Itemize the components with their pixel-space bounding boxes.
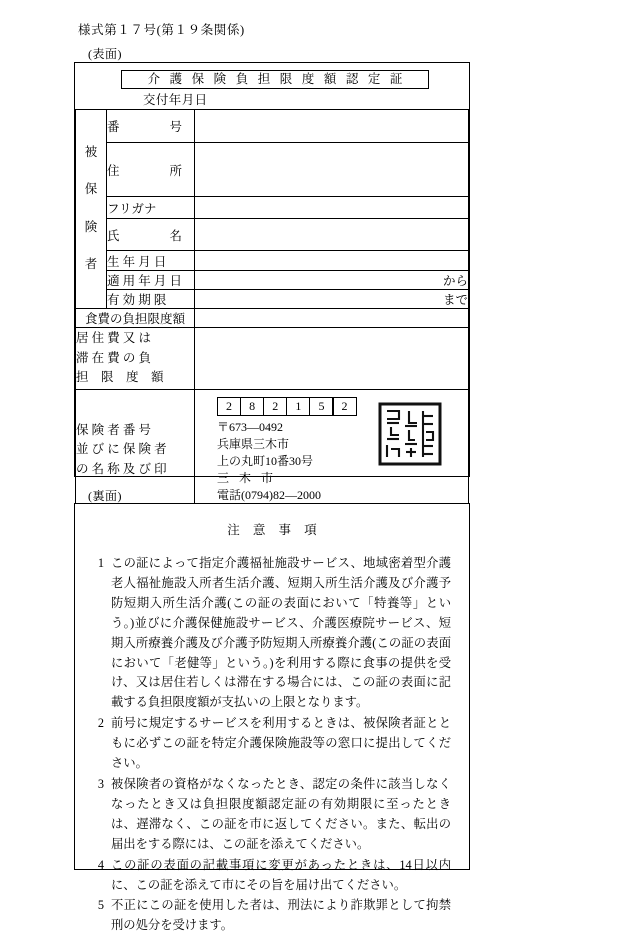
- certificate-title: 介 護 保 険 負 担 限 度 額 認 定 証: [121, 70, 429, 89]
- notes-list: [91, 554, 451, 936]
- insured-vertical-label: [76, 110, 107, 309]
- label-text: 住 所: [107, 163, 183, 178]
- row-label-furigana: [107, 197, 195, 219]
- postal-code: 〒673—0492: [217, 420, 284, 434]
- row-label-number: [107, 110, 195, 143]
- row-label-residence-limit: [76, 328, 195, 390]
- table-row: [76, 219, 469, 251]
- note-text: この証の表面の記載事項に変更があったときは、14日以内に、この証を添えて市にその旨を届け出てください。: [111, 857, 451, 892]
- insurer-label-line-3: の 名 称 及 び 印: [76, 461, 167, 476]
- table-row: [76, 110, 469, 143]
- row-label-name: [107, 219, 195, 251]
- note-text: 不正にこの証を使用した者は、刑法により詐欺罪として拘禁刑の処分を受けます。: [111, 898, 451, 933]
- row-value-expiry[interactable]: まで: [195, 290, 469, 309]
- label-text: フリガナ: [107, 201, 157, 216]
- row-label-meal-limit: 食費の負担限度額: [76, 309, 195, 328]
- row-label-effective-date: [107, 271, 195, 290]
- insured-person-table: [75, 109, 469, 511]
- note-number: 5: [97, 898, 105, 913]
- row-value-meal-limit[interactable]: [195, 309, 469, 328]
- insured-char-2: 保: [84, 182, 98, 197]
- note-text: 前号に規定するサービスを利用するときは、被保険者証とともに必ずこの証を特定介護保険施設等の窓口に提出してください。: [111, 716, 451, 771]
- form-number: 様式第１７号(第１９条関係): [78, 23, 245, 37]
- front-side-label: (表面): [88, 47, 122, 61]
- insurer-digit-4: 1: [286, 397, 310, 416]
- back-side-label: (裏面): [88, 489, 122, 503]
- insurer-digit-6: 2: [333, 397, 357, 416]
- table-row: [76, 143, 469, 197]
- insurer-digit-2: 8: [240, 397, 264, 416]
- certificate-back: [74, 503, 470, 933]
- list-item: [91, 775, 451, 855]
- table-row: [76, 290, 469, 309]
- row-value-number[interactable]: [195, 110, 469, 143]
- label-text: 生 年 月 日: [107, 254, 167, 269]
- row-value-effective-date[interactable]: から: [195, 271, 469, 290]
- row-value-name[interactable]: [195, 219, 469, 251]
- note-text: この証によって指定介護福祉施設サービス、地域密着型介護老人福祉施設入所者生活介護、短期入所生活介護及び介護予防短期入所生活介護(この証の表面において「特養等」という。)並びに介護保健施設サービス、介護医療院サービス、短期入所療養介護及び介護予防短期入所療養介護(この証の表面において「老健等」という。)を利用する際に食事の提供を受け、又は居住若しくは滞在する場合には、この証の表面に記載する負担限度額が支払いの上限となります。: [111, 556, 451, 710]
- notes-title: 注 意 事 項: [227, 523, 322, 537]
- issue-date-label: 交付年月日: [143, 93, 208, 107]
- row-value-address[interactable]: [195, 143, 469, 197]
- insured-char-1: 被: [84, 144, 98, 159]
- label-text: 適 用 年 月 日: [107, 274, 183, 288]
- row-label-birthdate: [107, 251, 195, 271]
- insurer-digit-3: 2: [263, 397, 287, 416]
- list-item: [91, 554, 451, 713]
- note-text: 被保険者の資格がなくなったとき、認定の条件に該当しなくなったとき又は負担限度額認定証の有効期限に至ったときは、遅滞なく、この証を市に返してください。また、転出の届出をする際には、この証を添えてください。: [111, 776, 451, 851]
- row-value-residence-limit[interactable]: [195, 328, 469, 390]
- list-item: [91, 896, 451, 936]
- label-line-2: 滞 在 費 の 負: [76, 350, 152, 365]
- table-row: [76, 309, 469, 328]
- label-line-1: 居 住 費 又 は: [76, 331, 152, 346]
- table-row: [76, 390, 469, 511]
- insurer-details: [195, 390, 469, 511]
- address-line-2: 上の丸町10番30号: [217, 454, 314, 469]
- insured-char-4: 者: [84, 257, 98, 272]
- official-seal-icon: [378, 402, 442, 466]
- insured-char-3: 険: [84, 219, 98, 234]
- row-value-furigana[interactable]: [195, 197, 469, 219]
- insurer-digit-1: 2: [217, 397, 241, 416]
- list-item: [91, 856, 451, 896]
- table-row: [76, 328, 469, 390]
- label-text: 有 効 期 限: [107, 293, 167, 307]
- title-zone: [75, 63, 469, 109]
- note-number: 2: [97, 716, 105, 731]
- phone-number: 電話(0794)82—2000: [217, 488, 321, 503]
- insurer-label-line-1: 保 険 者 番 号: [76, 423, 152, 438]
- insurer-digit-5: 5: [309, 397, 333, 416]
- table-row: [76, 271, 469, 290]
- list-item: [91, 714, 451, 774]
- table-row: [76, 251, 469, 271]
- label-line-3: 担 限 度 額: [76, 370, 164, 385]
- insurer-label-line-2: 並 び に 保 険 者: [76, 442, 167, 457]
- row-label-expiry: [107, 290, 195, 309]
- table-row: [76, 197, 469, 219]
- note-number: 3: [97, 776, 105, 791]
- row-label-address: [107, 143, 195, 197]
- note-number: 4: [97, 857, 105, 872]
- label-text: 氏 名: [107, 228, 183, 243]
- note-number: 1: [97, 556, 105, 570]
- label-text: 番 号: [107, 120, 183, 134]
- city-name: 三 木 市: [217, 471, 277, 486]
- row-value-birthdate[interactable]: [195, 251, 469, 271]
- address-line-1: 兵庫県三木市: [217, 437, 290, 452]
